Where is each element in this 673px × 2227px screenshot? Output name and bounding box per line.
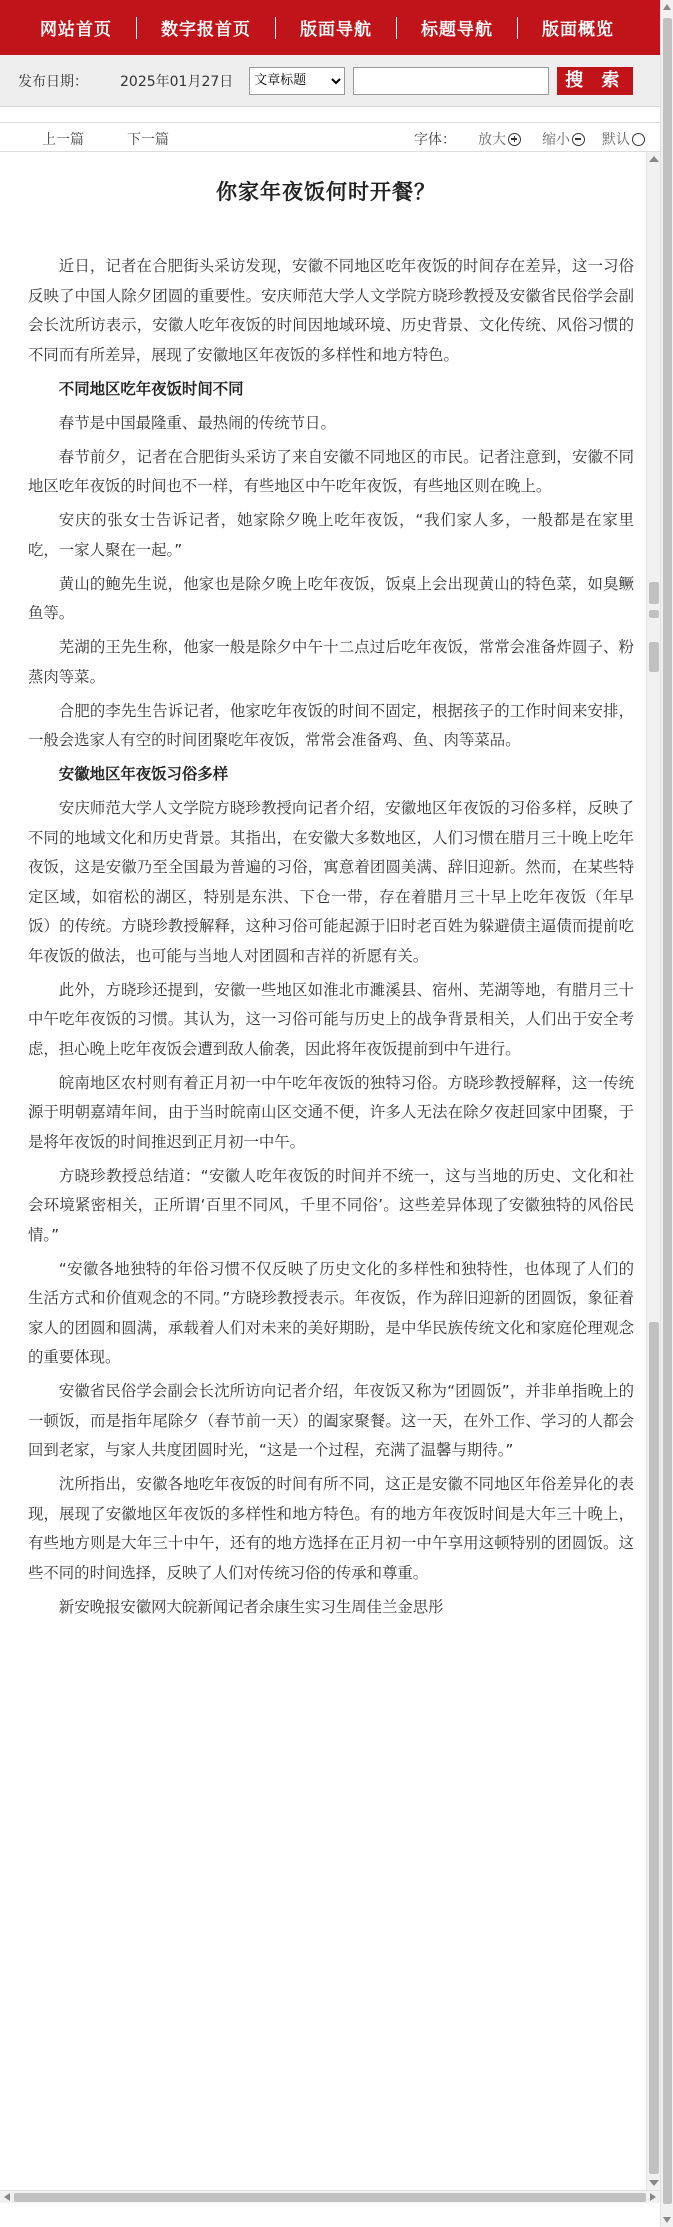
scrollbar-thumb[interactable] (649, 1322, 659, 2174)
zoom-out-label: 缩小 (542, 132, 570, 148)
zoom-out-button[interactable] (542, 129, 585, 149)
nav-page-navigation[interactable]: 版面导航 (300, 20, 372, 40)
article-paragraph: 春节是中国最隆重、最热闹的传统节日。 (58, 413, 336, 432)
article-paragraph: 方晓珍教授总结道：“安徽人吃年夜饭的时间并不统一，这与当地的历史、文化和社会环境紧密相关，正所谓‘百里不同风，千里不同俗’。这些差异体现了安徽独特的风俗民情。” (28, 1166, 634, 1244)
minus-circle-icon (572, 133, 585, 146)
scroll-up-arrow-icon[interactable] (649, 156, 659, 162)
scrollbar-thumb[interactable] (649, 582, 659, 604)
article-paragraph: 安庆师范大学人文学院方晓珍教授向记者介绍，安徽地区年夜饭的习俗多样，反映了不同的地域文化和历史背景。其指出，在安徽大多数地区，人们习惯在腊月三十晚上吃年夜饭，这是安徽乃至全国最为普遍的习俗，寓意着团圆美满、辞旧迎新。然而，在某些特定区域，如宿松的湖区，特别是东洪、下仓一带，存在着腊月三十早上吃年夜饭（年早饭）的传统。方晓珍教授解释，这种习俗可能起源于旧时老百姓为躲避债主逼债而提前吃年夜饭的做法，也可能与当地人对团圆和吉祥的祈愿有关。 (28, 799, 634, 965)
article-paragraph: 芜湖的王先生称，他家一般是除夕中午十二点过后吃年夜饭，常常会准备炸圆子、粉蒸肉等菜。 (28, 638, 634, 686)
article-content (6, 152, 646, 2190)
nav-page-overview[interactable]: 版面概览 (542, 20, 614, 40)
article-title: 你家年夜饭何时开餐？ (216, 179, 436, 204)
article-paragraph: “安徽各地独特的年俗习惯不仅反映了历史文化的多样性和独特性，也体现了人们的生活方式和价值观念的不同。”方晓珍教授表示。年夜饭，作为辞旧迎新的团圆饭，象征着家人的团圆和圆满，承载着人们对未来的美好期盼，是中华民族传统文化和家庭伦理观念的重要体现。 (28, 1259, 634, 1366)
nav-digital-paper-home[interactable]: 数字报首页 (161, 20, 251, 40)
search-input[interactable] (353, 67, 549, 95)
article-paragraph: 春节前夕，记者在合肥街头采访了来自安徽不同地区的市民。记者注意到，安徽不同地区吃年夜饭的时间也不一样，有些地区中午吃年夜饭，有些地区则在晚上。 (28, 447, 634, 495)
article-paragraph: 此外，方晓珍还提到，安徽一些地区如淮北市濉溪县、宿州、芜湖等地，有腊月三十中午吃年夜饭的习惯。其认为，这一习俗可能与历史上的战争背景相关，人们出于安全考虑，担心晚上吃年夜饭会遭到敌人偷袭，因此将年夜饭提前到中午进行。 (28, 980, 634, 1058)
nav-title-navigation[interactable]: 标题导航 (421, 20, 493, 40)
article-horizontal-scrollbar[interactable] (0, 2190, 660, 2203)
zoom-default-label: 默认 (602, 132, 630, 148)
nav-home[interactable]: 网站首页 (40, 20, 112, 40)
article-paragraph: 安徽省民俗学会副会长沈所访向记者介绍，年夜饭又称为“团圆饭”，并非单指晚上的一顿饭，而是指年尾除夕（春节前一天）的阖家聚餐。这一天，在外工作、学习的人都会回到老家，与家人共度团圆时光，“这是一个过程，充满了温馨与期待。” (28, 1382, 634, 1459)
scrollbar-thumb[interactable] (663, 18, 672, 2204)
scroll-left-arrow-icon[interactable] (4, 2193, 10, 2201)
top-navigation (0, 0, 673, 55)
search-bar (0, 55, 673, 107)
article-paragraph: 近日，记者在合肥街头采访发现，安徽不同地区吃年夜饭的时间存在差异，这一习俗反映了中国人除夕团圆的重要性。安庆师范大学人文学院方晓珍教授及安徽省民俗学会副会长沈所访表示，安徽人吃年夜饭的时间因地域环境、历史背景、文化传统、风俗习惯的不同而有所差异，展现了安徽地区年夜饭的多样性和地方特色。 (28, 257, 634, 364)
search-button[interactable]: 搜 索 (557, 67, 633, 95)
section-heading: 不同地区吃年夜饭时间不同 (58, 379, 244, 398)
scrollbar-thumb[interactable] (649, 610, 659, 618)
article-toolbar (0, 122, 660, 152)
plus-circle-icon (508, 133, 521, 146)
article-paragraph: 皖南地区农村则有着正月初一中午吃年夜饭的独特习俗。方晓珍教授解释，这一传统源于明朝嘉靖年间，由于当时皖南山区交通不便，许多人无法在除夕夜赶回家中团聚，于是将年夜饭的时间推迟到正月初一中午。 (28, 1073, 634, 1151)
font-size-label: 字体： (414, 132, 456, 148)
next-article-link[interactable]: 下一篇 (127, 132, 169, 148)
publish-date-value: 2025年01月27日 (120, 73, 234, 90)
zoom-in-label: 放大 (478, 132, 506, 148)
scroll-up-arrow-icon[interactable] (663, 4, 671, 10)
article-paragraph: 新安晚报安徽网大皖新闻记者余康生实习生周佳兰金思彤 (58, 1597, 444, 1616)
article-paragraph: 黄山的鲍先生说，他家也是除夕晚上吃年夜饭，饭桌上会出现黄山的特色菜，如臭鳜鱼等。 (28, 574, 634, 622)
zoom-default-button[interactable] (602, 129, 645, 149)
circle-icon (632, 133, 645, 146)
article-paragraph: 合肥的李先生告诉记者，他家吃年夜饭的时间不固定，根据孩子的工作时间来安排，一般会选家人有空的时间团聚吃年夜饭，常常会准备鸡、鱼、肉等菜品。 (28, 701, 634, 749)
article-paragraph: 沈所指出，安徽各地吃年夜饭的时间有所不同，这正是安徽不同地区年俗差异化的表现，展现了安徽地区年夜饭的多样性和地方特色。有的地方年夜饭时间是大年三十晚上，有些地方则是大年三十中午，还有的地方选择在正月初一中午享用这顿特别的团圆饭。这些不同的时间选择，反映了人们对传统习俗的传承和尊重。 (28, 1475, 634, 1582)
scroll-down-arrow-icon[interactable] (649, 2180, 659, 2186)
article-paragraph: 安庆的张女士告诉记者，她家除夕晚上吃年夜饭，“我们家人多，一般都是在家里吃，一家人聚在一起。” (28, 511, 634, 559)
scroll-right-arrow-icon[interactable] (650, 2193, 656, 2201)
scroll-down-arrow-icon[interactable] (663, 2217, 671, 2223)
section-heading: 安徽地区年夜饭习俗多样 (58, 765, 229, 783)
article-body (6, 252, 646, 1622)
article-vertical-scrollbar[interactable] (646, 152, 660, 2190)
publish-date-label: 发布日期： (18, 73, 88, 90)
scrollbar-thumb[interactable] (649, 642, 659, 672)
page-vertical-scrollbar[interactable] (660, 0, 673, 2227)
prev-article-link[interactable]: 上一篇 (42, 132, 84, 148)
scrollbar-thumb[interactable] (14, 2193, 646, 2202)
zoom-in-button[interactable] (478, 129, 521, 149)
search-type-select[interactable] (249, 67, 345, 95)
